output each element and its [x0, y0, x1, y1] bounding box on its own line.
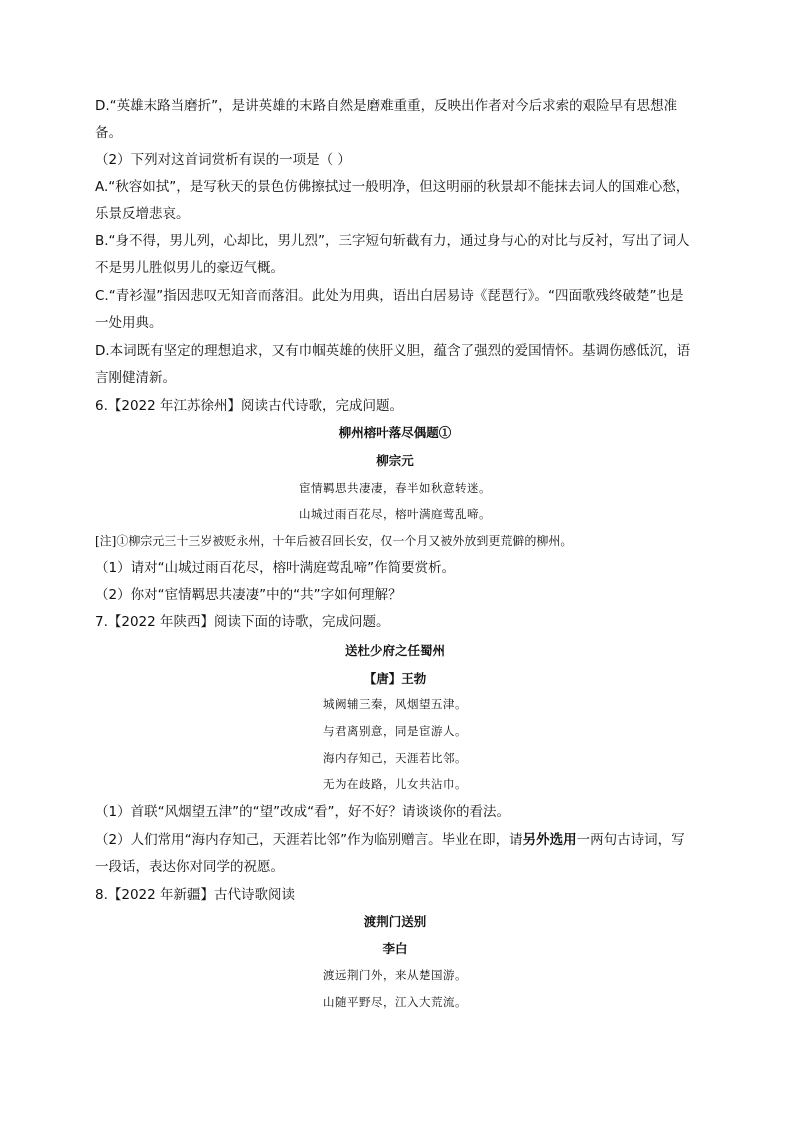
q5-option-a: A.“秋容如拭”，是写秋天的景色仿佛擦拭过一般明净，但这明丽的秋景却不能抹去词人的国难心愁，乐景反增悲哀。 [95, 179, 690, 222]
q5-subquestion-2: （2）下列对这首词赏析有误的一项是（ ） [95, 152, 351, 168]
q8-poem-author: 李白 [382, 941, 408, 956]
q5-option-c: C.“青衫湿”指因悲叹无知音而落泪。此处为用典，语出白居易诗《琵琶行》。“四面歌残终破楚”也是一处用典。 [95, 288, 684, 331]
q5-option-d2: D.本词既有坚定的理想追求，又有巾帼英雄的侠肝义胆，蕴含了强烈的爱国情怀。基调伤感低沉，语言刚健清新。 [95, 343, 691, 386]
q6-note: [注]①柳宗元三十三岁被贬永州，十年后被召回长安，仅一个月又被外放到更荒僻的柳州。 [95, 534, 573, 548]
q7-poem-line-4: 无为在歧路，儿女共沾巾。 [323, 777, 467, 791]
q6-poem-author: 柳宗元 [376, 453, 414, 468]
q6-subquestion-1: （1）请对“山城过雨百花尽，榕叶满庭莺乱啼”作简要赏析。 [95, 560, 456, 576]
q7-sub2-pre: （2）人们常用“海内存知己，天涯若比邻”作为临别赠言。毕业在即，请 [95, 832, 523, 848]
q6-poem-line-2: 山城过雨百花尽，榕叶满庭莺乱啼。 [299, 507, 491, 521]
q7-subquestion-2 [95, 827, 695, 881]
q7-subquestion-1: （1）首联“风烟望五津”的“望”改成“看”，好不好？请谈谈你的看法。 [95, 804, 511, 820]
q8-poem-line-1: 渡远荆门外，来从楚国游。 [323, 968, 467, 982]
q6-subquestion-2: （2）你对“宦情羁思共凄凄”中的“共”字如何理解？ [95, 587, 402, 603]
q5-option-b: B.“身不得，男儿列，心却比，男儿烈”，三字短句斩截有力，通过身与心的对比与反衬，写出了词人不是男儿胜似男儿的豪迈气概。 [95, 233, 690, 276]
q7-sub2-post: 一两句古诗词，写一段话，表达你对同学的祝愿。 [95, 832, 685, 875]
q5-option-d: D.“英雄末路当磨折”，是讲英雄的末路自然是磨难重重，反映出作者对今后求索的艰险早有思想准备。 [95, 98, 678, 141]
q7-poem-title: 送杜少府之任蜀州 [344, 643, 445, 658]
q7-heading: 7.【2022 年陕西】阅读下面的诗歌，完成问题。 [95, 614, 390, 630]
q8-heading: 8.【2022 年新疆】古代诗歌阅读 [95, 887, 296, 903]
q7-poem-line-3: 海内存知己，天涯若比邻。 [323, 751, 467, 765]
q7-poem-author: 【唐】王勃 [363, 671, 427, 686]
q7-poem-line-2: 与君离别意，同是宦游人。 [323, 724, 467, 738]
q6-heading: 6.【2022 年江苏徐州】阅读古代诗歌，完成问题。 [95, 398, 404, 414]
q8-poem-line-2: 山随平野尽，江入大荒流。 [323, 995, 467, 1009]
q8-poem-title: 渡荆门送别 [363, 914, 427, 929]
q7-poem-line-1: 城阙辅三秦，风烟望五津。 [323, 697, 467, 711]
q6-poem-title: 柳州榕叶落尽偶题① [338, 425, 452, 440]
q6-poem-line-1: 宦情羁思共凄凄，春半如秋意转迷。 [299, 481, 491, 495]
q7-sub2-emphasis: 另外选用 [522, 832, 577, 848]
